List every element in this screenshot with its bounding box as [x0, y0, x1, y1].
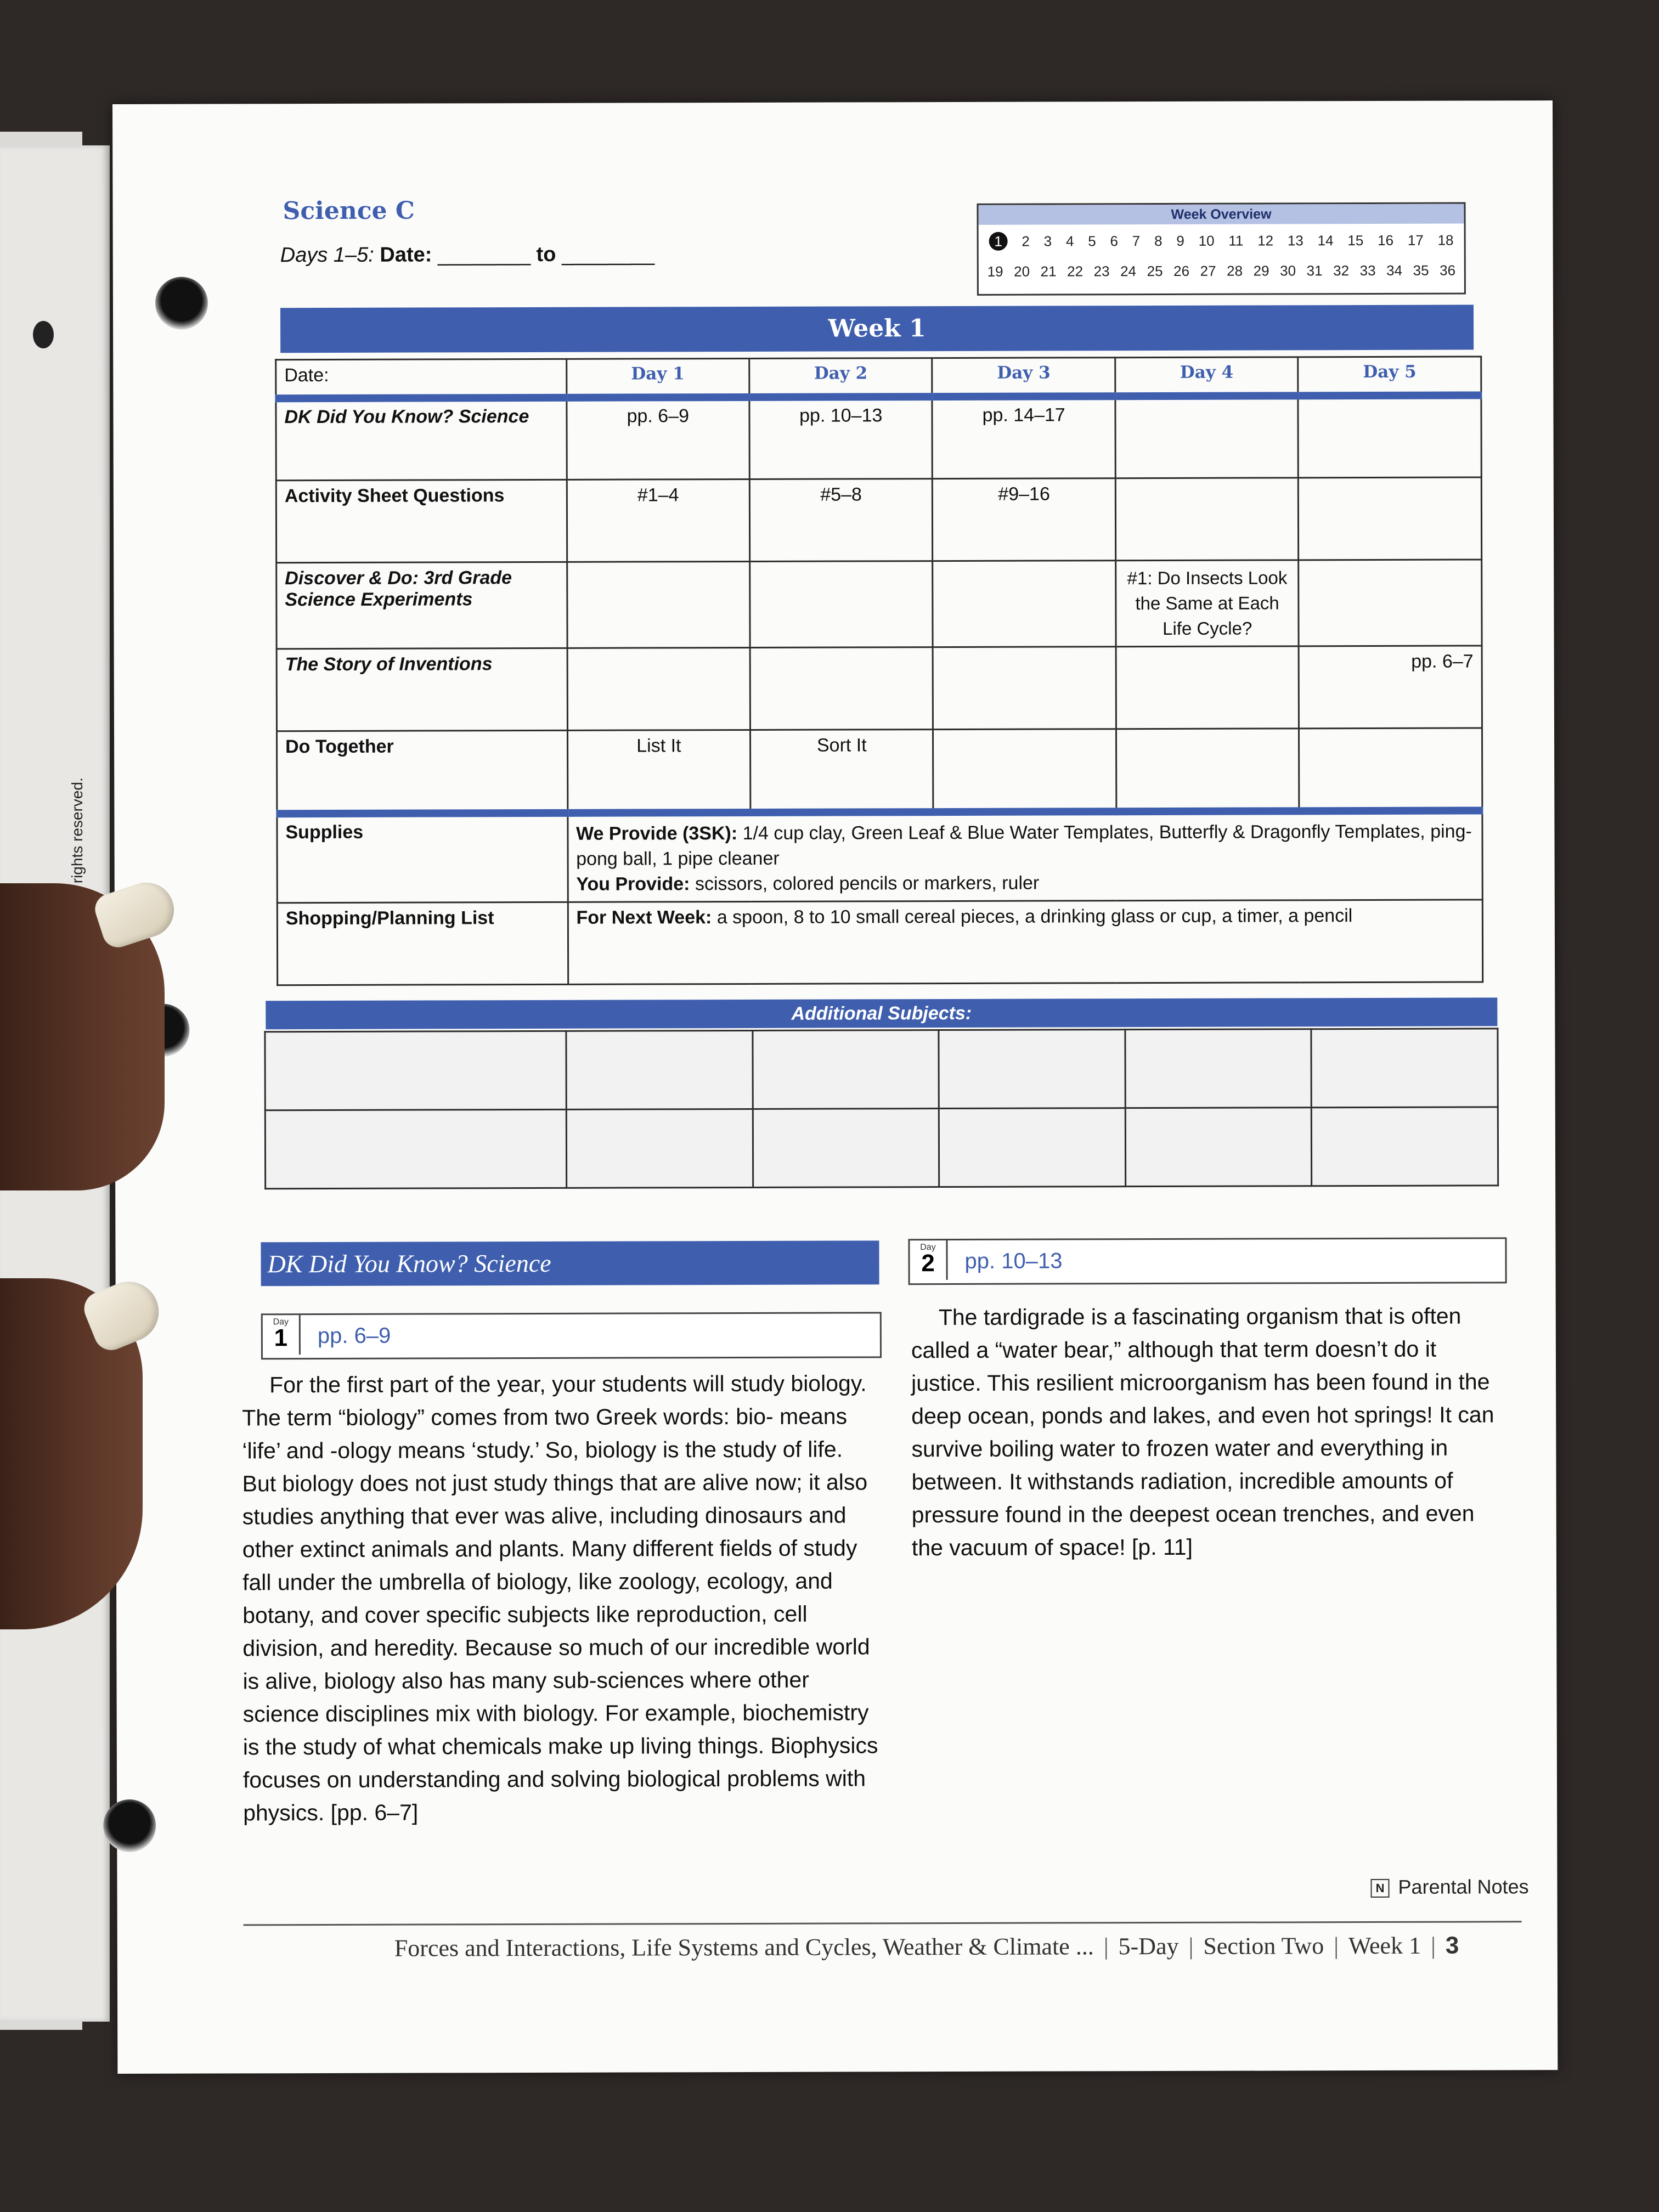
table-row [276, 560, 1482, 649]
week-number: 34 [1386, 262, 1403, 279]
page-footer [394, 1932, 1459, 1962]
footer-title: Forces and Interactions, Life Systems and Cycles, Weather & Climate ... [394, 1933, 1094, 1962]
row-label-text: DK Did You Know? Science [284, 405, 529, 427]
table-cell: #5–8 [749, 479, 933, 562]
week-number: 28 [1227, 262, 1243, 279]
additional-subjects-bar: Additional Subjects: [266, 997, 1497, 1029]
blank-cell [567, 1109, 753, 1188]
week-number: 11 [1228, 232, 1244, 249]
we-provide-label: We Provide (3SK): [575, 822, 738, 844]
shopping-row [277, 899, 1482, 985]
week-number: 24 [1120, 263, 1137, 280]
week-number: 3 [1043, 233, 1052, 250]
table-cell: pp. 6–9 [566, 397, 749, 479]
table-cell: #1–4 [567, 479, 750, 562]
punch-hole [103, 1799, 156, 1852]
footer-separator: | [1188, 1932, 1194, 1960]
week-number: 6 [1110, 233, 1119, 250]
week-number: 12 [1257, 232, 1274, 249]
table-cell [567, 647, 751, 730]
next-week-label: For Next Week: [576, 906, 712, 928]
table-cell [1298, 395, 1481, 478]
week-number: 7 [1132, 233, 1141, 250]
table-cell [1116, 729, 1299, 811]
week-number: 8 [1154, 232, 1163, 250]
table-cell [1115, 396, 1299, 478]
table-cell: pp. 6–7 [1299, 646, 1482, 729]
table-row [276, 646, 1482, 731]
day-word: Day [920, 1243, 936, 1252]
day-2-pages: pp. 10–13 [964, 1249, 1063, 1273]
table-cell [933, 647, 1116, 730]
blank-cell [566, 1030, 753, 1109]
punch-hole [155, 277, 208, 330]
table-row [276, 477, 1481, 563]
table-header-row [276, 357, 1481, 398]
blank-cell [1312, 1107, 1498, 1186]
date-range [280, 242, 655, 267]
week-number: 23 [1093, 263, 1110, 280]
week-overview-title: Week Overview [978, 204, 1464, 225]
supplies-row [277, 810, 1482, 902]
blank-cell [1311, 1029, 1498, 1108]
week-overview-row-2 [979, 257, 1464, 292]
table-cell [1299, 560, 1482, 646]
week-number: 21 [1040, 263, 1057, 280]
week-number: 9 [1176, 232, 1184, 249]
week-number: 35 [1413, 262, 1429, 279]
date-to: to [536, 242, 556, 266]
date-end-blank: ________ [561, 242, 655, 266]
additional-subjects-table [264, 1028, 1499, 1189]
day-header: Day 4 [1115, 357, 1299, 396]
day-2-text: The tardigrade is a fascinating organism that is often called a “water bear,” although that term doesn’t do it justice. This resilient microorganism has been found in the deep ocean, ponds and lakes, and even hot springs! It can survive boiling water to frozen water and everything in between. It withstands radiation, incredible amounts of pressure found in the deepest ocean trenches, and even the vacuum of space! [p. 11] [911, 1303, 1494, 1561]
table-row [265, 1029, 1498, 1110]
table-row [276, 728, 1482, 814]
day-word: Day [273, 1317, 289, 1327]
week-title-bar: Week 1 [280, 305, 1474, 353]
day-1-tag [263, 1315, 301, 1355]
week-number: 14 [1317, 232, 1334, 249]
day-header: Day 2 [749, 358, 933, 397]
footer-week: Week 1 [1348, 1932, 1421, 1960]
you-provide-text: scissors, colored pencils or markers, ruler [695, 872, 1040, 894]
table-cell: Sort It [751, 730, 934, 812]
row-label-text: Discover & Do: 3rd Grade Science Experiments [285, 567, 512, 611]
section-title-bar: DK Did You Know? Science [261, 1240, 879, 1286]
week-number: 17 [1407, 232, 1424, 249]
week-number: 19 [987, 263, 1003, 280]
week-number: 4 [1065, 233, 1074, 250]
we-provide-text: 1/4 cup clay, Green Leaf & Blue Water Templates, Butterfly & Dragonfly Templates, ping-pong ball, 1 pipe cleaner [576, 821, 1472, 870]
week-number: 20 [1014, 263, 1030, 280]
background-hole [33, 321, 54, 348]
week-number: 25 [1147, 262, 1163, 280]
row-label: Do Together [276, 730, 567, 813]
table-cell [1299, 728, 1482, 811]
day-number: 2 [921, 1250, 935, 1277]
table-cell [933, 729, 1116, 812]
blank-cell [939, 1030, 1125, 1109]
week-number: 18 [1437, 232, 1454, 249]
date-label: Date: [380, 243, 432, 267]
date-start-blank: ________ [437, 243, 531, 267]
table-cell [567, 561, 750, 648]
week-number: 30 [1280, 262, 1296, 279]
parental-notes-badge: N [1370, 1879, 1389, 1898]
table-cell [750, 561, 933, 648]
footer-schedule: 5-Day [1118, 1932, 1179, 1960]
row-label-text: The Story of Inventions [285, 653, 493, 675]
week-overview-row-1 [979, 224, 1464, 258]
table-cell: #1: Do Insects Look the Same at Each Life Cycle? [1116, 560, 1299, 647]
page-number: 3 [1445, 1932, 1459, 1959]
table-cell: #9–16 [933, 478, 1116, 561]
week-number: 31 [1306, 262, 1323, 279]
next-week-text: a spoon, 8 to 10 small cereal pieces, a drinking glass or cup, a timer, a pencil [716, 905, 1353, 928]
row-label: Activity Sheet Questions [276, 479, 567, 562]
you-provide-label: You Provide: [576, 873, 690, 895]
blank-cell [753, 1109, 939, 1188]
date-header-cell: Date: [276, 359, 567, 398]
dates-prefix: Days 1–5: [280, 243, 374, 267]
supplies-label: Supplies [277, 812, 568, 902]
blank-cell [753, 1030, 939, 1109]
week-number: 2 [1022, 233, 1030, 250]
day-1-pages: pp. 6–9 [317, 1323, 391, 1348]
row-label [276, 397, 567, 480]
blank-cell [265, 1031, 567, 1110]
day-1-text: For the first part of the year, your students will study biology. The term “biology” comes from two Greek words: bio- means ‘life’ and -ology means ‘study.’ So, biology is the study of life. But biology does not just study things that are alive now; it also studies anything that ever was alive, including dinosaurs and other extinct animals and plants. Many different fields of study fall under the umbrella of biology, like zoology, ecology, and botany, and cover specific subjects like reproduction, cell division, and heredity. Because so much of our incredible world is alive, biology also has many sub-sciences where other science disciplines mix with biology. For example, biochemistry is the study of what chemicals make up living things. Biophysics focuses on understanding and solving biological problems with physics. [pp. 6–7] [242, 1370, 878, 1826]
footer-separator: | [1334, 1932, 1339, 1960]
footer-separator: | [1430, 1932, 1436, 1959]
table-cell: pp. 10–13 [749, 397, 933, 479]
footer-divider [244, 1921, 1522, 1926]
week-number: 32 [1333, 262, 1350, 279]
footer-separator: | [1103, 1933, 1109, 1960]
week-number: 27 [1200, 262, 1216, 279]
blank-cell [1125, 1029, 1312, 1108]
day-2-tag [910, 1240, 947, 1280]
worksheet-page [112, 100, 1558, 2074]
table-cell: pp. 14–17 [932, 396, 1115, 479]
week-number: 26 [1173, 262, 1190, 279]
day-1-box [261, 1312, 882, 1359]
shopping-label: Shopping/Planning List [277, 902, 568, 985]
row-label [276, 562, 567, 648]
week-number: 13 [1287, 232, 1304, 249]
current-week-marker: 1 [989, 232, 1008, 251]
shopping-cell [568, 899, 1483, 984]
week-number: 36 [1440, 262, 1456, 279]
day-2-box [908, 1237, 1506, 1285]
row-label [276, 648, 567, 731]
table-cell [933, 561, 1116, 647]
week-number: 16 [1378, 232, 1394, 249]
week-number: 15 [1347, 232, 1364, 249]
table-row [265, 1107, 1498, 1189]
week-number: 22 [1067, 263, 1084, 280]
table-cell [750, 647, 933, 730]
day-number: 1 [274, 1324, 288, 1352]
blank-cell [1125, 1108, 1312, 1187]
parental-notes [1370, 1875, 1528, 1899]
supplies-cell [567, 810, 1482, 902]
week-number: 33 [1359, 262, 1376, 279]
footer-section: Section Two [1203, 1932, 1324, 1960]
day-header: Day 3 [932, 358, 1115, 397]
table-cell [1115, 478, 1299, 561]
table-row [276, 395, 1481, 481]
blank-cell [939, 1108, 1126, 1187]
table-cell [1116, 646, 1299, 729]
week-overview [977, 202, 1465, 296]
parental-notes-label: Parental Notes [1398, 1875, 1529, 1898]
week-number: 29 [1253, 262, 1269, 279]
week-number: 10 [1198, 232, 1215, 249]
table-cell [1299, 477, 1482, 560]
week-schedule-table [275, 356, 1483, 985]
day-header: Day 1 [566, 358, 749, 397]
table-cell: List It [567, 730, 751, 812]
course-title: Science C [283, 196, 415, 225]
day-header: Day 5 [1298, 357, 1481, 396]
blank-cell [265, 1109, 567, 1188]
week-number: 5 [1088, 233, 1096, 250]
